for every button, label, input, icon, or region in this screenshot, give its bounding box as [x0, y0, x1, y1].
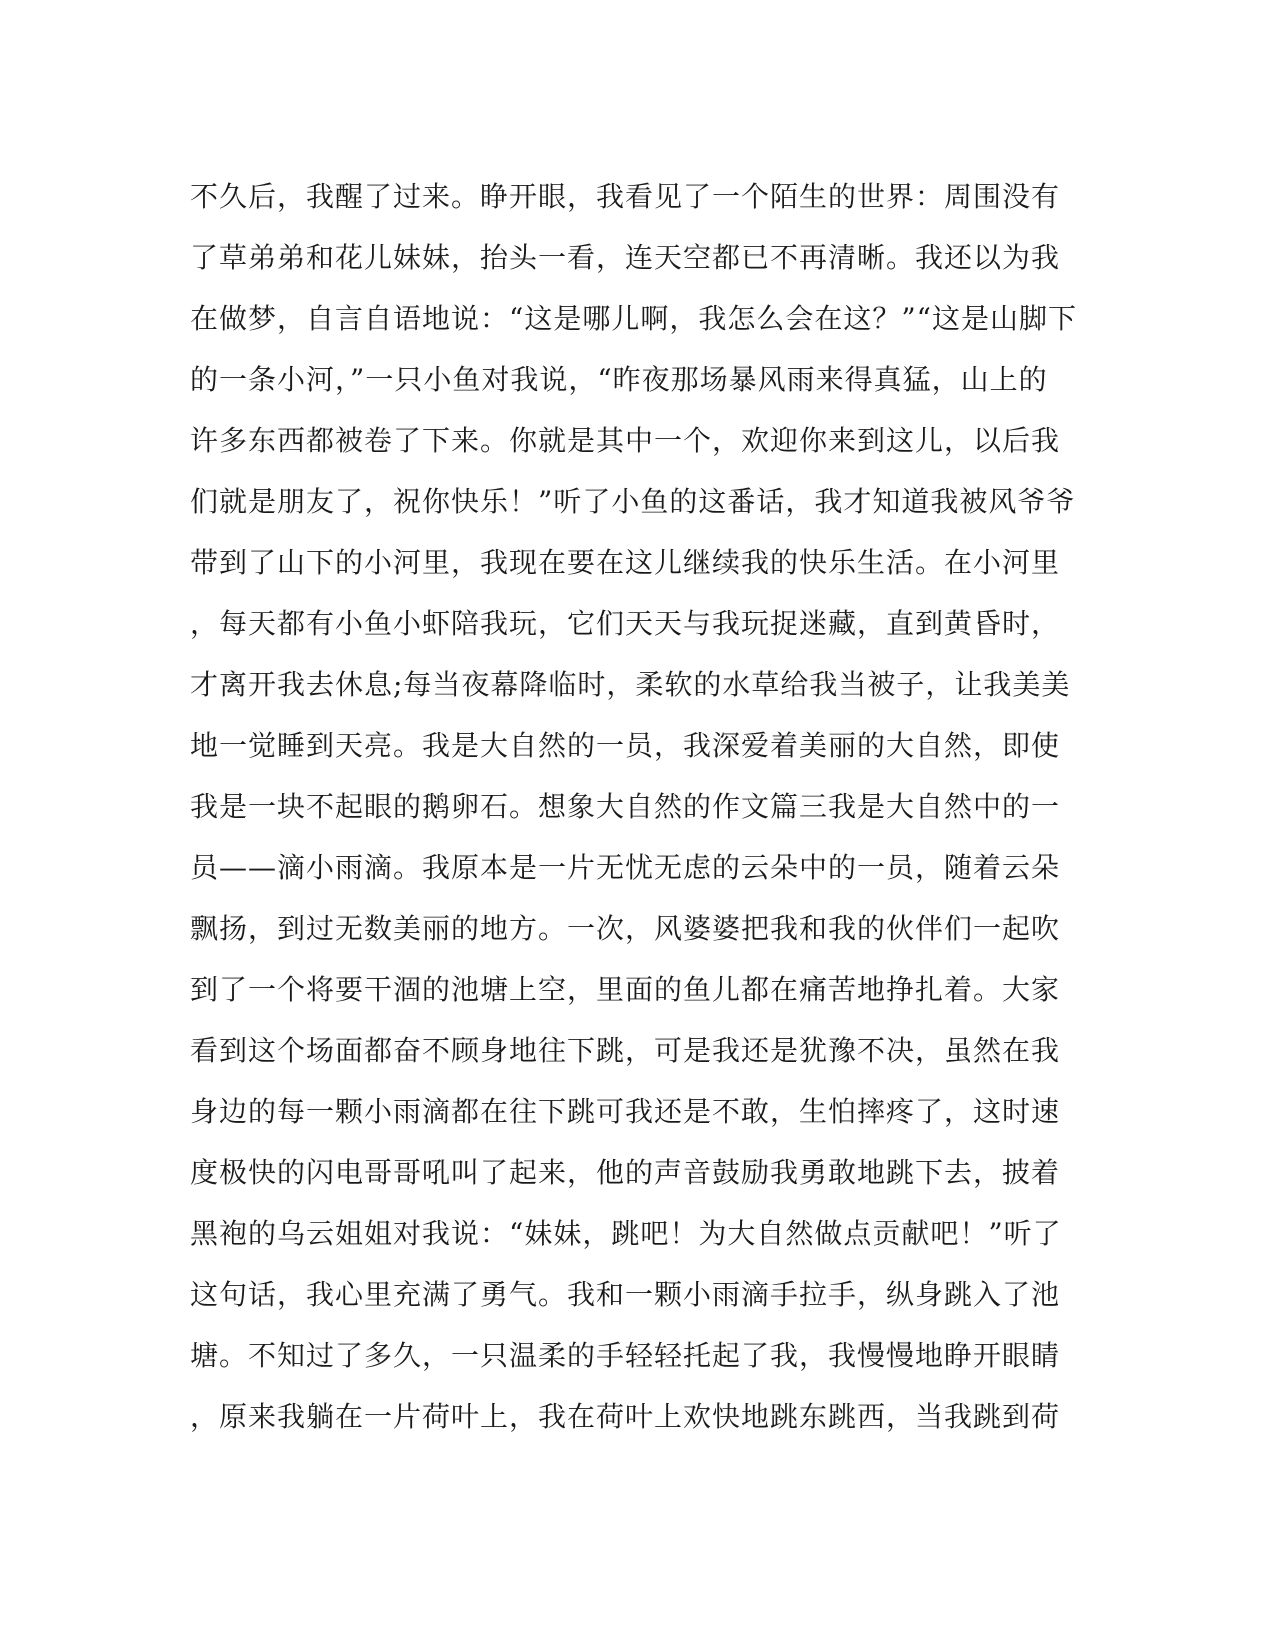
text-line-20: 塘。不知过了多久，一只温柔的手轻轻托起了我，我慢慢地睁开眼睛 — [190, 1339, 1061, 1372]
text-line-2: 了草弟弟和花儿妹妹，抬头一看，连天空都已不再清晰。我还以为我 — [190, 241, 1061, 274]
text-line-6: 们就是朋友了，祝你快乐！”听了小鱼的这番话，我才知道我被风爷爷 — [190, 485, 1076, 518]
text-line-21: ，原来我躺在一片荷叶上，我在荷叶上欢快地跳东跳西，当我跳到荷 — [190, 1400, 1061, 1433]
text-line-4: 的一条小河，”一只小鱼对我说，“昨夜那场暴风雨来得真猛，山上的 — [190, 363, 1048, 396]
text-line-16: 身边的每一颗小雨滴都在往下跳可我还是不敢，生怕摔疼了，这时速 — [190, 1095, 1061, 1128]
text-line-15: 看到这个场面都奋不顾身地往下跳，可是我还是犹豫不决，虽然在我 — [190, 1034, 1061, 1067]
body-text — [190, 166, 1090, 1447]
text-line-5: 许多东西都被卷了下来。你就是其中一个，欢迎你来到这儿，以后我 — [190, 424, 1061, 457]
text-line-7: 带到了山下的小河里，我现在要在这儿继续我的快乐生活。在小河里 — [190, 546, 1061, 579]
text-line-3: 在做梦，自言自语地说：“这是哪儿啊，我怎么会在这？”“这是山脚下 — [190, 302, 1077, 335]
text-line-10: 地一觉睡到天亮。我是大自然的一员，我深爱着美丽的大自然，即使 — [190, 729, 1061, 762]
text-line-19: 这句话，我心里充满了勇气。我和一颗小雨滴手拉手，纵身跳入了池 — [190, 1278, 1061, 1311]
text-line-11: 我是一块不起眼的鹅卵石。想象大自然的作文篇三我是大自然中的一 — [190, 790, 1061, 823]
text-line-18: 黑袍的乌云姐姐对我说：“妹妹，跳吧！为大自然做点贡献吧！”听了 — [190, 1217, 1062, 1250]
text-line-17: 度极快的闪电哥哥吼叫了起来，他的声音鼓励我勇敢地跳下去，披着 — [190, 1156, 1061, 1189]
text-line-12: 员——滴小雨滴。我原本是一片无忧无虑的云朵中的一员，随着云朵 — [190, 851, 1061, 884]
text-line-14: 到了一个将要干涸的池塘上空，里面的鱼儿都在痛苦地挣扎着。大家 — [190, 973, 1061, 1006]
text-line-1: 不久后，我醒了过来。睁开眼，我看见了一个陌生的世界：周围没有 — [190, 180, 1061, 213]
text-line-8: ，每天都有小鱼小虾陪我玩，它们天天与我玩捉迷藏，直到黄昏时， — [190, 607, 1061, 640]
text-line-9: 才离开我去休息;每当夜幕降临时，柔软的水草给我当被子，让我美美 — [190, 668, 1071, 701]
text-line-13: 飘扬，到过无数美丽的地方。一次，风婆婆把我和我的伙伴们一起吹 — [190, 912, 1061, 945]
